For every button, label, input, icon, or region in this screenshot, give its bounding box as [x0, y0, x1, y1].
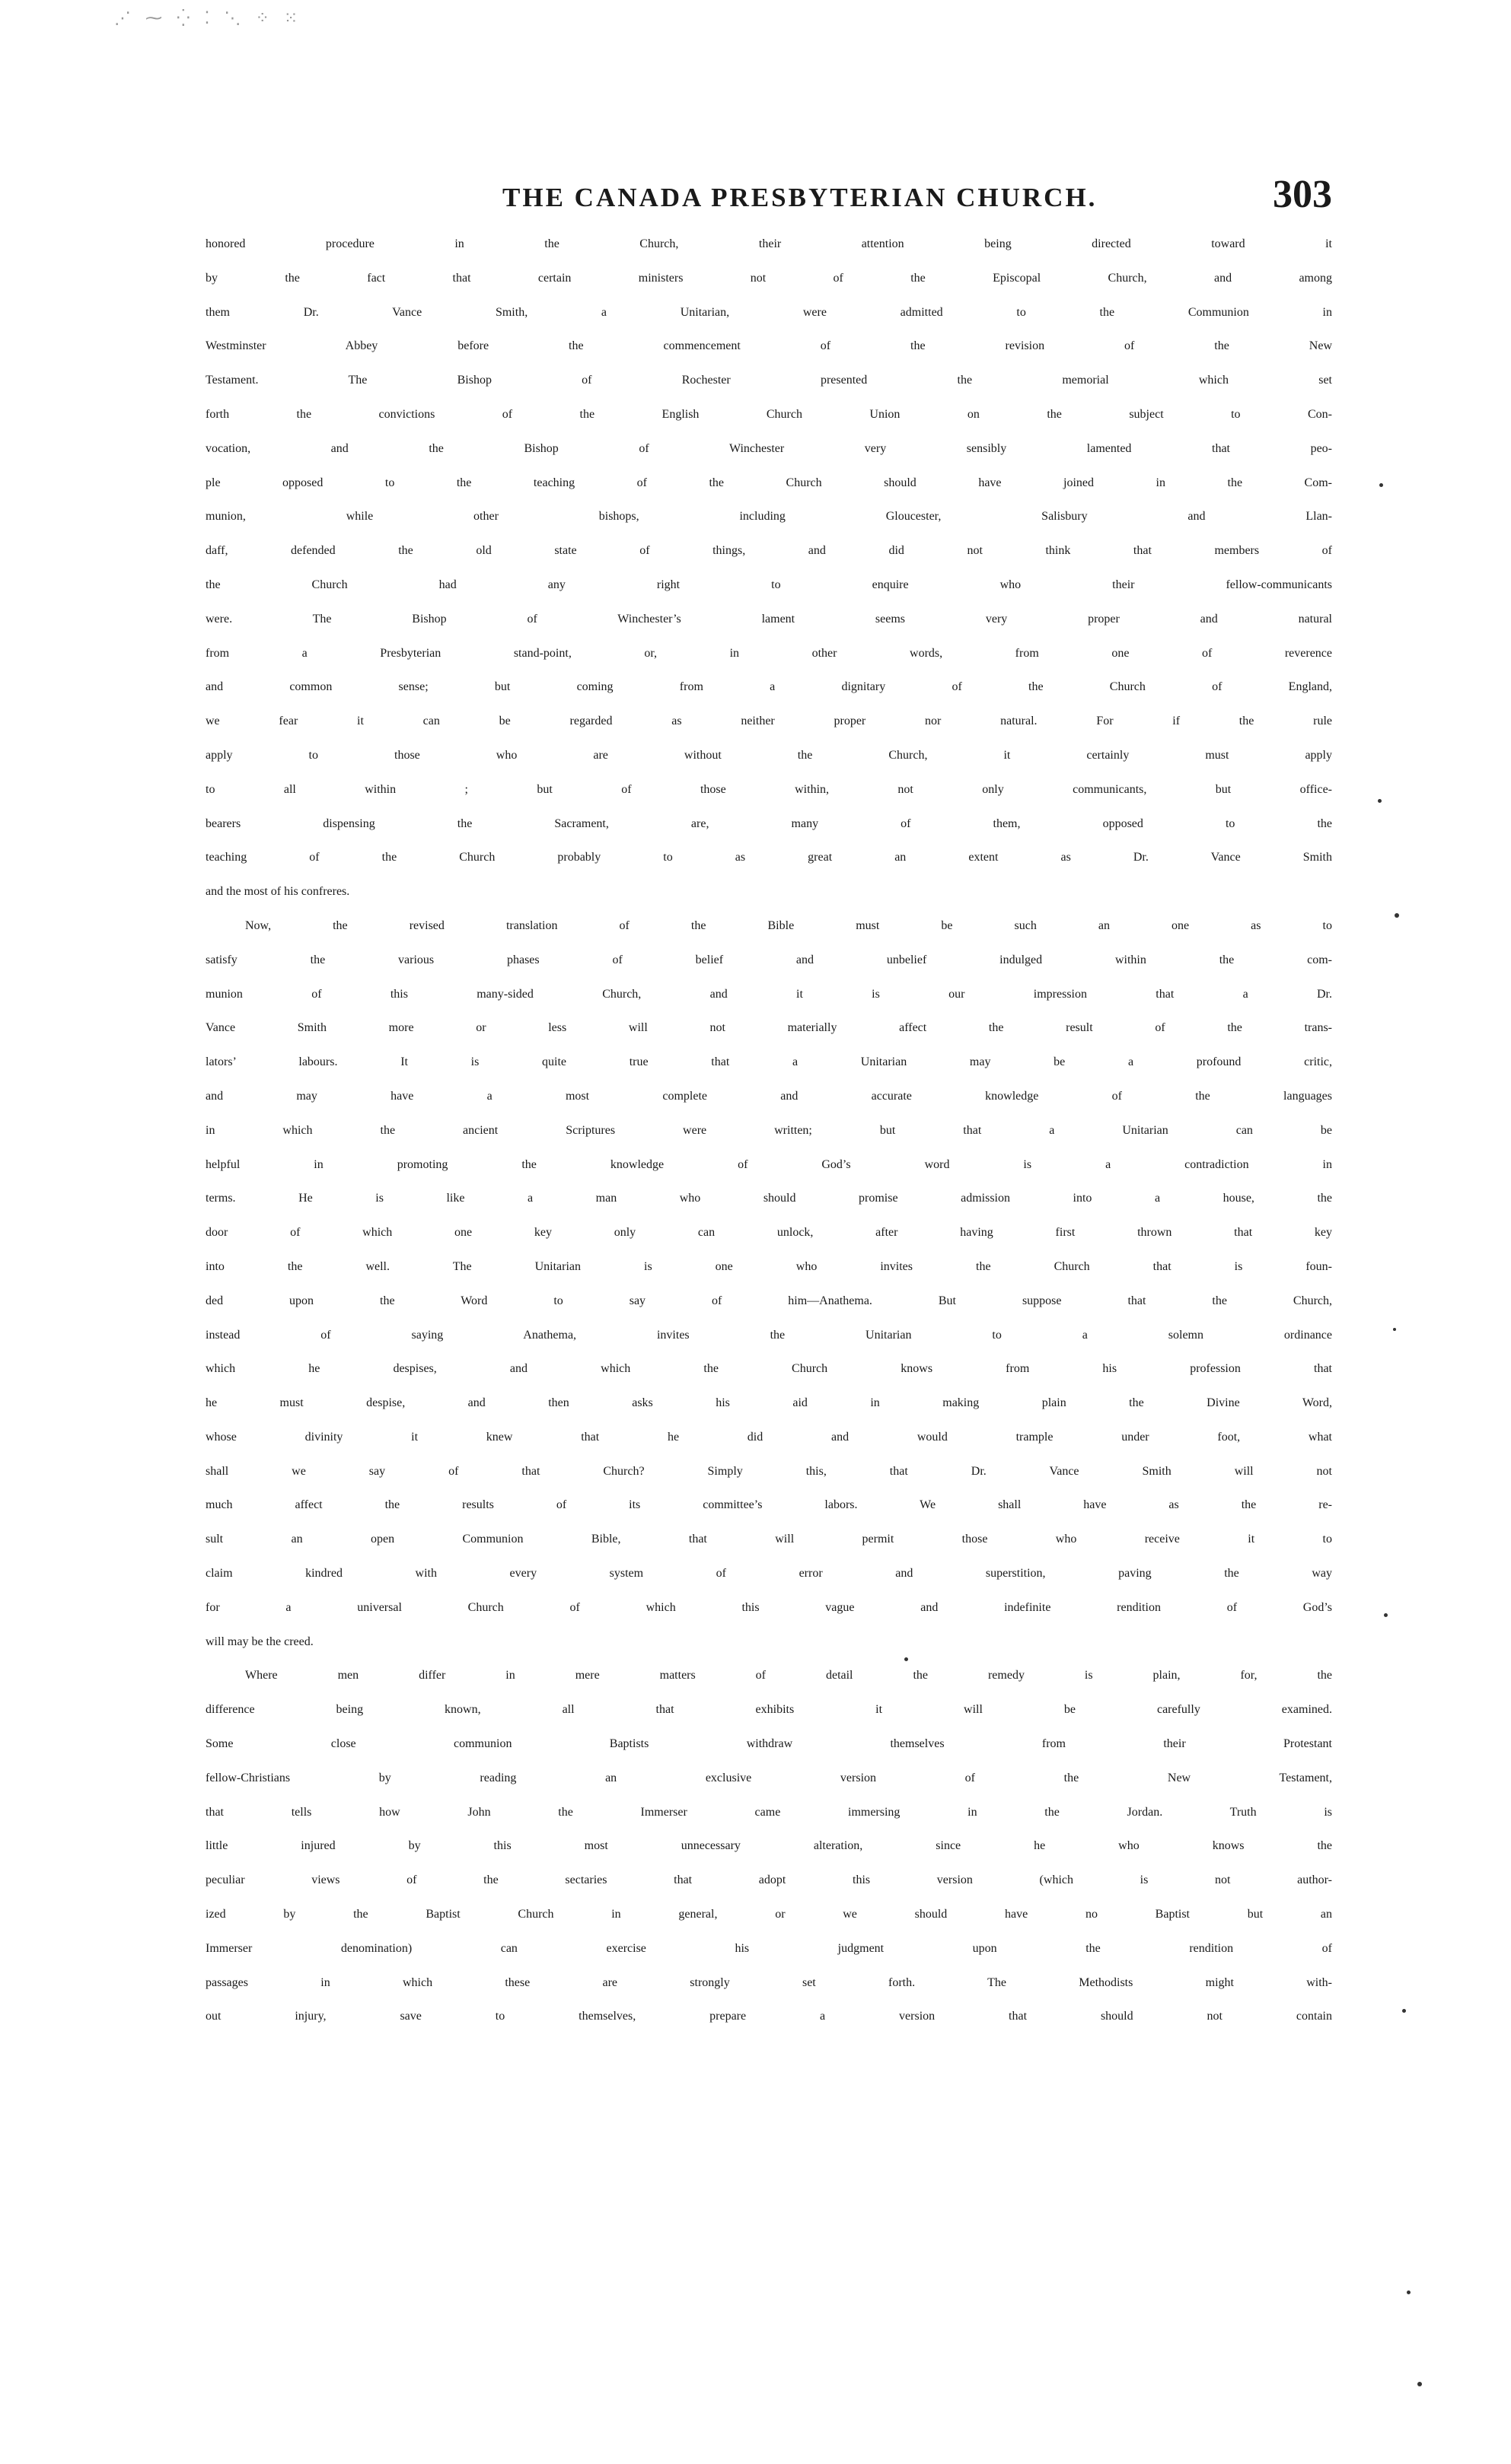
text-line: Now, the revised translation of the Bible must be such an one as to — [245, 918, 1332, 932]
body-text — [206, 237, 1332, 2044]
text-line: to all within ; but of those within, not only communicants, but office- — [206, 782, 1332, 796]
text-line: peculiar views of the sectaries that adopt this version (which is not author- — [206, 1873, 1332, 1887]
text-line: lators’ labours. It is quite true that a Unitarian may be a profound critic, — [206, 1055, 1332, 1069]
margin-speck — [1393, 1328, 1396, 1331]
text-line: fellow-Christians by reading an exclusive version of the New Testament, — [206, 1771, 1332, 1784]
text-line: we fear it can be regarded as neither proper nor natural. For if the rule — [206, 715, 1332, 728]
text-line: Testament. The Bishop of Rochester presented the memorial which set — [206, 374, 1332, 387]
text-line: Immerser denomination) can exercise his judgment upon the rendition of — [206, 1941, 1332, 1955]
text-line: daff, defended the old state of things, and did not think that members of — [206, 544, 1332, 558]
text-line: door of which one key only can unlock, after having first thrown that key — [206, 1226, 1332, 1240]
text-line: that tells how John the Immerser came immersing in the Jordan. Truth is — [206, 1805, 1332, 1819]
text-line: he must despise, and then asks his aid in making plain the Divine Word, — [206, 1396, 1332, 1410]
margin-speck — [1417, 2382, 1422, 2386]
margin-speck — [1384, 1613, 1388, 1617]
text-line: honored procedure in the Church, their attention being directed toward it — [206, 237, 1332, 250]
text-line: which he despises, and which the Church knows from his profession that — [206, 1362, 1332, 1376]
text-line: out injury, save to themselves, prepare a version that should not contain — [206, 2010, 1332, 2023]
text-line: sult an open Communion Bible, that will permit those who receive it to — [206, 1533, 1332, 1546]
margin-speck — [1395, 913, 1399, 918]
text-line: much affect the results of its committee’s labors. We shall have as the re- — [206, 1498, 1332, 1512]
text-line: satisfy the various phases of belief and unbelief indulged within the com- — [206, 953, 1332, 966]
text-line: vocation, and the Bishop of Winchester very sensibly lamented that peo- — [206, 441, 1332, 455]
text-line: difference being known, all that exhibits it will be carefully examined. — [206, 1703, 1332, 1717]
text-line: shall we say of that Church? Simply this, that Dr. Vance Smith will not — [206, 1464, 1332, 1478]
text-line: and common sense; but coming from a dignitary of the Church of England, — [206, 680, 1332, 694]
text-line: teaching of the Church probably to as great an extent as Dr. Vance Smith — [206, 851, 1332, 864]
margin-speck — [1379, 483, 1383, 487]
text-line: helpful in promoting the knowledge of God’s word is a contradiction in — [206, 1157, 1332, 1171]
page-header — [206, 172, 1332, 225]
text-line: into the well. The Unitarian is one who invites the Church that is foun- — [206, 1259, 1332, 1273]
text-line: from a Presbyterian stand-point, or, in other words, from one of reverence — [206, 646, 1332, 660]
text-line: for a universal Church of which this vague and indefinite rendition of God’s — [206, 1600, 1332, 1614]
text-line: munion, while other bishops, including Gloucester, Salisbury and Llan- — [206, 510, 1332, 524]
text-line: claim kindred with every system of error and superstition, paving the way — [206, 1567, 1332, 1581]
text-line: were. The Bishop of Winchester’s lament seems very proper and natural — [206, 612, 1332, 626]
text-line: munion of this many-sided Church, and it is our impression that a Dr. — [206, 987, 1332, 1001]
text-line: Westminster Abbey before the commencement of the revision of the New — [206, 339, 1332, 353]
text-line: Vance Smith more or less will not materially affect the result of the trans- — [206, 1021, 1332, 1035]
text-line: Where men differ in mere matters of detail the remedy is plain, for, the — [245, 1669, 1332, 1682]
text-line: instead of saying Anathema, invites the Unitarian to a solemn ordinance — [206, 1328, 1332, 1342]
scan-noise-top: ⋰ ⁓ ⁛ ⁚ ⋱ ⁘ ⁙ — [114, 9, 303, 28]
text-line: apply to those who are without the Church, it certainly must apply — [206, 748, 1332, 762]
text-line: passages in which these are strongly set forth. The Methodists might with- — [206, 1975, 1332, 1989]
text-line: the Church had any right to enquire who their fellow-communicants — [206, 578, 1332, 591]
text-line: bearers dispensing the Sacrament, are, many of them, opposed to the — [206, 817, 1332, 830]
text-line: whose divinity it knew that he did and would trample under foot, what — [206, 1430, 1332, 1444]
text-line: terms. He is like a man who should promise admission into a house, the — [206, 1192, 1332, 1205]
running-title: THE CANADA PRESBYTERIAN CHURCH. — [502, 183, 1098, 212]
text-line: little injured by this most unnecessary alteration, since he who knows the — [206, 1839, 1332, 1853]
text-line: by the fact that certain ministers not of the Episcopal Church, and among — [206, 271, 1332, 285]
text-line: ple opposed to the teaching of the Church should have joined in the Com- — [206, 476, 1332, 489]
text-line: in which the ancient Scriptures were written; but that a Unitarian can be — [206, 1123, 1332, 1137]
margin-speck — [1402, 2009, 1406, 2013]
text-line: ized by the Baptist Church in general, or we should have no Baptist but an — [206, 1908, 1332, 1921]
margin-speck — [1407, 2291, 1411, 2294]
text-line: forth the convictions of the English Church Union on the subject to Con- — [206, 407, 1332, 421]
text-speck — [904, 1657, 908, 1661]
text-line: will may be the creed. — [206, 1635, 314, 1648]
text-line: them Dr. Vance Smith, a Unitarian, were admitted to the Communion in — [206, 305, 1332, 319]
text-line: and the most of his confreres. — [206, 885, 350, 899]
text-line: and may have a most complete and accurate knowledge of the languages — [206, 1089, 1332, 1103]
text-line: Some close communion Baptists withdraw themselves from their Protestant — [206, 1737, 1332, 1751]
text-line: ded upon the Word to say of him—Anathema. But suppose that the Church, — [206, 1294, 1332, 1307]
page-number: 303 — [1273, 173, 1332, 216]
margin-speck — [1378, 799, 1382, 803]
